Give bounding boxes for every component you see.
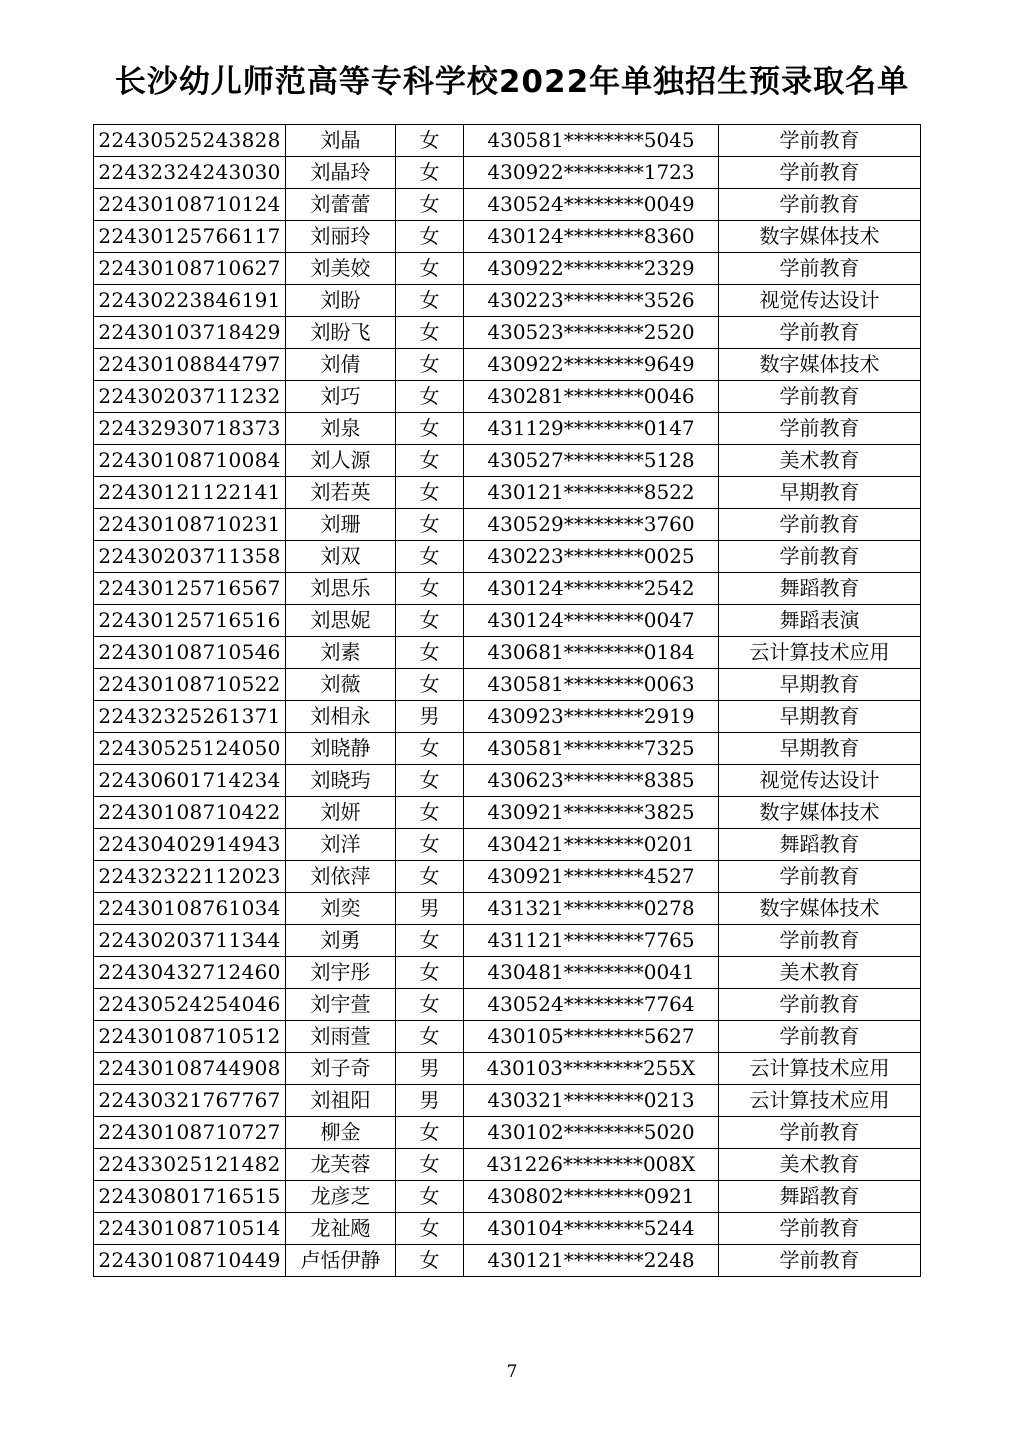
id-card-cell: 430421********0201 xyxy=(464,829,719,861)
major-cell: 学前教育 xyxy=(719,1021,921,1053)
gender-cell: 女 xyxy=(396,1181,464,1213)
major-cell: 学前教育 xyxy=(719,925,921,957)
student-name-cell: 刘勇 xyxy=(286,925,396,957)
student-name-cell: 卢恬伊静 xyxy=(286,1245,396,1277)
exam-number-cell: 22430203711232 xyxy=(94,381,286,413)
gender-cell: 女 xyxy=(396,797,464,829)
gender-cell: 女 xyxy=(396,445,464,477)
student-name-cell: 刘奕 xyxy=(286,893,396,925)
exam-number-cell: 22430108744908 xyxy=(94,1053,286,1085)
id-card-cell: 430921********3825 xyxy=(464,797,719,829)
table-row xyxy=(94,221,921,253)
exam-number-cell: 22430108710084 xyxy=(94,445,286,477)
id-card-cell: 431226********008X xyxy=(464,1149,719,1181)
major-cell: 数字媒体技术 xyxy=(719,349,921,381)
id-card-cell: 430124********8360 xyxy=(464,221,719,253)
table-row xyxy=(94,157,921,189)
table-row xyxy=(94,861,921,893)
student-name-cell: 刘思乐 xyxy=(286,573,396,605)
gender-cell: 女 xyxy=(396,605,464,637)
id-card-cell: 430124********2542 xyxy=(464,573,719,605)
gender-cell: 女 xyxy=(396,253,464,285)
table-row xyxy=(94,957,921,989)
gender-cell: 女 xyxy=(396,189,464,221)
major-cell: 学前教育 xyxy=(719,509,921,541)
exam-number-cell: 22432324243030 xyxy=(94,157,286,189)
student-name-cell: 龙彦芝 xyxy=(286,1181,396,1213)
major-cell: 学前教育 xyxy=(719,1245,921,1277)
major-cell: 学前教育 xyxy=(719,125,921,157)
exam-number-cell: 22430203711344 xyxy=(94,925,286,957)
exam-number-cell: 22433025121482 xyxy=(94,1149,286,1181)
exam-number-cell: 22430125716516 xyxy=(94,605,286,637)
gender-cell: 女 xyxy=(396,157,464,189)
major-cell: 舞蹈教育 xyxy=(719,1181,921,1213)
id-card-cell: 430922********9649 xyxy=(464,349,719,381)
id-card-cell: 430104********5244 xyxy=(464,1213,719,1245)
id-card-cell: 430523********2520 xyxy=(464,317,719,349)
gender-cell: 女 xyxy=(396,925,464,957)
gender-cell: 女 xyxy=(396,669,464,701)
table-row xyxy=(94,349,921,381)
exam-number-cell: 22430801716515 xyxy=(94,1181,286,1213)
gender-cell: 女 xyxy=(396,381,464,413)
gender-cell: 女 xyxy=(396,1149,464,1181)
exam-number-cell: 22430223846191 xyxy=(94,285,286,317)
gender-cell: 女 xyxy=(396,989,464,1021)
exam-number-cell: 22430432712460 xyxy=(94,957,286,989)
gender-cell: 女 xyxy=(396,509,464,541)
major-cell: 学前教育 xyxy=(719,1213,921,1245)
exam-number-cell: 22430108710514 xyxy=(94,1213,286,1245)
gender-cell: 男 xyxy=(396,701,464,733)
table-row xyxy=(94,637,921,669)
major-cell: 美术教育 xyxy=(719,445,921,477)
id-card-cell: 430527********5128 xyxy=(464,445,719,477)
major-cell: 早期教育 xyxy=(719,477,921,509)
table-row xyxy=(94,285,921,317)
exam-number-cell: 22430108710124 xyxy=(94,189,286,221)
major-cell: 学前教育 xyxy=(719,253,921,285)
major-cell: 早期教育 xyxy=(719,733,921,765)
table-row xyxy=(94,733,921,765)
id-card-cell: 430223********3526 xyxy=(464,285,719,317)
table-row xyxy=(94,797,921,829)
exam-number-cell: 22432322112023 xyxy=(94,861,286,893)
gender-cell: 男 xyxy=(396,1053,464,1085)
gender-cell: 女 xyxy=(396,957,464,989)
gender-cell: 女 xyxy=(396,541,464,573)
student-name-cell: 刘巧 xyxy=(286,381,396,413)
exam-number-cell: 22430601714234 xyxy=(94,765,286,797)
id-card-cell: 430922********2329 xyxy=(464,253,719,285)
gender-cell: 女 xyxy=(396,573,464,605)
major-cell: 学前教育 xyxy=(719,189,921,221)
id-card-cell: 430121********2248 xyxy=(464,1245,719,1277)
major-cell: 云计算技术应用 xyxy=(719,1053,921,1085)
id-card-cell: 430581********7325 xyxy=(464,733,719,765)
exam-number-cell: 22430108710231 xyxy=(94,509,286,541)
major-cell: 学前教育 xyxy=(719,541,921,573)
exam-number-cell: 22430108710546 xyxy=(94,637,286,669)
exam-number-cell: 22430525243828 xyxy=(94,125,286,157)
exam-number-cell: 22430108710512 xyxy=(94,1021,286,1053)
student-name-cell: 刘晓静 xyxy=(286,733,396,765)
student-name-cell: 刘洋 xyxy=(286,829,396,861)
student-name-cell: 刘美姣 xyxy=(286,253,396,285)
gender-cell: 女 xyxy=(396,413,464,445)
table-row xyxy=(94,1085,921,1117)
table-row xyxy=(94,317,921,349)
major-cell: 数字媒体技术 xyxy=(719,797,921,829)
table-row xyxy=(94,1181,921,1213)
table-row xyxy=(94,253,921,285)
id-card-cell: 430223********0025 xyxy=(464,541,719,573)
student-name-cell: 刘思妮 xyxy=(286,605,396,637)
gender-cell: 女 xyxy=(396,221,464,253)
gender-cell: 女 xyxy=(396,1021,464,1053)
student-name-cell: 龙芙蓉 xyxy=(286,1149,396,1181)
major-cell: 数字媒体技术 xyxy=(719,221,921,253)
gender-cell: 男 xyxy=(396,1085,464,1117)
gender-cell: 女 xyxy=(396,1117,464,1149)
major-cell: 数字媒体技术 xyxy=(719,893,921,925)
major-cell: 云计算技术应用 xyxy=(719,1085,921,1117)
student-name-cell: 刘晶 xyxy=(286,125,396,157)
student-name-cell: 刘珊 xyxy=(286,509,396,541)
id-card-cell: 430581********0063 xyxy=(464,669,719,701)
id-card-cell: 431321********0278 xyxy=(464,893,719,925)
gender-cell: 女 xyxy=(396,1245,464,1277)
admission-list-table xyxy=(93,124,921,1277)
table-row xyxy=(94,1245,921,1277)
exam-number-cell: 22430203711358 xyxy=(94,541,286,573)
id-card-cell: 430281********0046 xyxy=(464,381,719,413)
exam-number-cell: 22430321767767 xyxy=(94,1085,286,1117)
page-number: 7 xyxy=(506,1362,518,1382)
exam-number-cell: 22430108710422 xyxy=(94,797,286,829)
gender-cell: 女 xyxy=(396,765,464,797)
exam-number-cell: 22430125766117 xyxy=(94,221,286,253)
major-cell: 云计算技术应用 xyxy=(719,637,921,669)
exam-number-cell: 22430108710522 xyxy=(94,669,286,701)
exam-number-cell: 22432930718373 xyxy=(94,413,286,445)
table-row xyxy=(94,1149,921,1181)
student-name-cell: 刘相永 xyxy=(286,701,396,733)
id-card-cell: 431121********7765 xyxy=(464,925,719,957)
exam-number-cell: 22430108761034 xyxy=(94,893,286,925)
id-card-cell: 430922********1723 xyxy=(464,157,719,189)
major-cell: 舞蹈表演 xyxy=(719,605,921,637)
major-cell: 舞蹈教育 xyxy=(719,829,921,861)
major-cell: 学前教育 xyxy=(719,861,921,893)
table-row xyxy=(94,477,921,509)
id-card-cell: 430921********4527 xyxy=(464,861,719,893)
student-name-cell: 刘子奇 xyxy=(286,1053,396,1085)
table-row xyxy=(94,829,921,861)
student-name-cell: 刘双 xyxy=(286,541,396,573)
exam-number-cell: 22430524254046 xyxy=(94,989,286,1021)
major-cell: 美术教育 xyxy=(719,957,921,989)
exam-number-cell: 22430402914943 xyxy=(94,829,286,861)
table-row xyxy=(94,1117,921,1149)
gender-cell: 女 xyxy=(396,1213,464,1245)
exam-number-cell: 22430121122141 xyxy=(94,477,286,509)
major-cell: 学前教育 xyxy=(719,989,921,1021)
id-card-cell: 430923********2919 xyxy=(464,701,719,733)
exam-number-cell: 22430108710727 xyxy=(94,1117,286,1149)
gender-cell: 女 xyxy=(396,285,464,317)
id-card-cell: 431129********0147 xyxy=(464,413,719,445)
table-row xyxy=(94,445,921,477)
table-row xyxy=(94,925,921,957)
gender-cell: 女 xyxy=(396,477,464,509)
id-card-cell: 430524********0049 xyxy=(464,189,719,221)
table-row xyxy=(94,669,921,701)
student-name-cell: 刘盼飞 xyxy=(286,317,396,349)
student-name-cell: 刘雨萱 xyxy=(286,1021,396,1053)
id-card-cell: 430481********0041 xyxy=(464,957,719,989)
gender-cell: 男 xyxy=(396,893,464,925)
major-cell: 学前教育 xyxy=(719,381,921,413)
exam-number-cell: 22430103718429 xyxy=(94,317,286,349)
id-card-cell: 430623********8385 xyxy=(464,765,719,797)
student-name-cell: 刘祖阳 xyxy=(286,1085,396,1117)
id-card-cell: 430802********0921 xyxy=(464,1181,719,1213)
major-cell: 视觉传达设计 xyxy=(719,285,921,317)
exam-number-cell: 22430125716567 xyxy=(94,573,286,605)
student-name-cell: 刘晓玙 xyxy=(286,765,396,797)
gender-cell: 女 xyxy=(396,349,464,381)
table-row xyxy=(94,541,921,573)
table-row xyxy=(94,605,921,637)
table-row xyxy=(94,125,921,157)
gender-cell: 女 xyxy=(396,125,464,157)
exam-number-cell: 22432325261371 xyxy=(94,701,286,733)
table-row xyxy=(94,701,921,733)
student-name-cell: 刘人源 xyxy=(286,445,396,477)
table-row xyxy=(94,989,921,1021)
id-card-cell: 430581********5045 xyxy=(464,125,719,157)
exam-number-cell: 22430108710449 xyxy=(94,1245,286,1277)
id-card-cell: 430121********8522 xyxy=(464,477,719,509)
exam-number-cell: 22430108844797 xyxy=(94,349,286,381)
table-row xyxy=(94,573,921,605)
student-name-cell: 刘倩 xyxy=(286,349,396,381)
table-row xyxy=(94,1021,921,1053)
gender-cell: 女 xyxy=(396,733,464,765)
student-name-cell: 刘泉 xyxy=(286,413,396,445)
major-cell: 早期教育 xyxy=(719,669,921,701)
table-row xyxy=(94,893,921,925)
id-card-cell: 430524********7764 xyxy=(464,989,719,1021)
student-name-cell: 柳金 xyxy=(286,1117,396,1149)
table-row xyxy=(94,1213,921,1245)
id-card-cell: 430105********5627 xyxy=(464,1021,719,1053)
major-cell: 美术教育 xyxy=(719,1149,921,1181)
id-card-cell: 430102********5020 xyxy=(464,1117,719,1149)
table-row xyxy=(94,509,921,541)
student-name-cell: 刘薇 xyxy=(286,669,396,701)
major-cell: 舞蹈教育 xyxy=(719,573,921,605)
major-cell: 早期教育 xyxy=(719,701,921,733)
id-card-cell: 430529********3760 xyxy=(464,509,719,541)
student-name-cell: 刘素 xyxy=(286,637,396,669)
major-cell: 视觉传达设计 xyxy=(719,765,921,797)
table-row xyxy=(94,1053,921,1085)
page-title: 长沙幼儿师范高等专科学校2022年单独招生预录取名单 xyxy=(114,64,910,100)
student-name-cell: 刘蕾蕾 xyxy=(286,189,396,221)
gender-cell: 女 xyxy=(396,861,464,893)
id-card-cell: 430321********0213 xyxy=(464,1085,719,1117)
exam-number-cell: 22430525124050 xyxy=(94,733,286,765)
student-name-cell: 刘盼 xyxy=(286,285,396,317)
table-row xyxy=(94,765,921,797)
gender-cell: 女 xyxy=(396,637,464,669)
id-card-cell: 430681********0184 xyxy=(464,637,719,669)
student-name-cell: 刘妍 xyxy=(286,797,396,829)
student-name-cell: 刘宇萱 xyxy=(286,989,396,1021)
student-name-cell: 刘宇彤 xyxy=(286,957,396,989)
gender-cell: 女 xyxy=(396,829,464,861)
table-row xyxy=(94,189,921,221)
student-name-cell: 刘丽玲 xyxy=(286,221,396,253)
table-row xyxy=(94,381,921,413)
table-row xyxy=(94,413,921,445)
gender-cell: 女 xyxy=(396,317,464,349)
student-name-cell: 刘若英 xyxy=(286,477,396,509)
student-name-cell: 龙祉飏 xyxy=(286,1213,396,1245)
major-cell: 学前教育 xyxy=(719,317,921,349)
id-card-cell: 430124********0047 xyxy=(464,605,719,637)
major-cell: 学前教育 xyxy=(719,1117,921,1149)
student-name-cell: 刘晶玲 xyxy=(286,157,396,189)
major-cell: 学前教育 xyxy=(719,413,921,445)
major-cell: 学前教育 xyxy=(719,157,921,189)
admission-list-body xyxy=(94,125,921,1277)
student-name-cell: 刘依萍 xyxy=(286,861,396,893)
exam-number-cell: 22430108710627 xyxy=(94,253,286,285)
id-card-cell: 430103********255X xyxy=(464,1053,719,1085)
